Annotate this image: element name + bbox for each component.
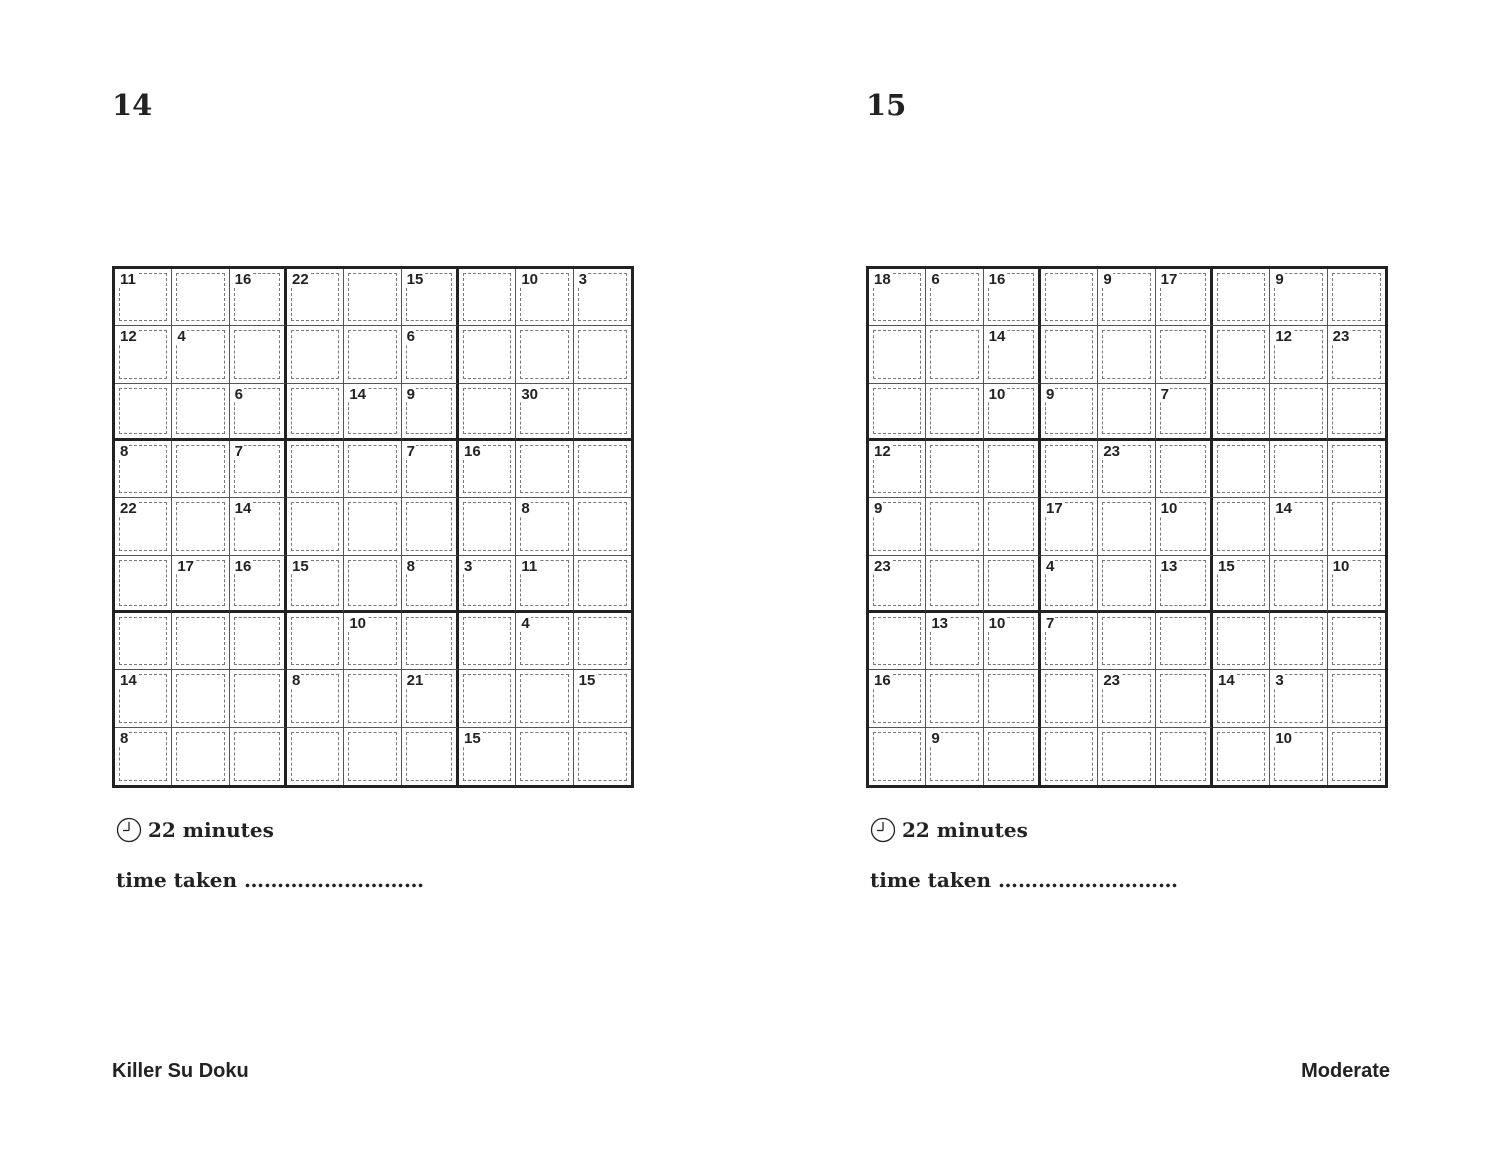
grid-cell[interactable] — [402, 498, 459, 555]
grid-cell[interactable] — [402, 326, 459, 383]
cage-sum-clue: 18 — [874, 271, 891, 288]
grid-cell[interactable] — [402, 556, 459, 613]
cage-sum-clue: 15 — [291, 557, 309, 575]
grid-cell[interactable] — [344, 498, 401, 555]
grid-cell[interactable] — [344, 728, 401, 785]
grid-cell[interactable] — [1270, 384, 1327, 441]
cage-sum-clue: 14 — [234, 500, 252, 518]
cage-sum-clue: 10 — [1275, 729, 1293, 747]
grid-cell[interactable] — [459, 498, 516, 555]
grid-cell[interactable] — [402, 613, 459, 670]
grid-cell[interactable] — [230, 613, 287, 670]
grid-cell[interactable] — [1098, 613, 1155, 670]
grid-cell[interactable] — [984, 498, 1041, 555]
grid-cell[interactable] — [984, 441, 1041, 498]
grid-cell[interactable] — [115, 326, 172, 383]
grid-cell[interactable] — [115, 384, 172, 441]
grid-cell[interactable] — [115, 670, 172, 727]
grid-cell[interactable] — [230, 326, 287, 383]
grid-cell[interactable] — [574, 269, 631, 326]
killer-sudoku-grid — [112, 266, 634, 788]
cage-sum-clue: 10 — [988, 385, 1006, 403]
grid-cell[interactable] — [869, 728, 926, 785]
cage-sum-clue: 15 — [463, 729, 481, 747]
grid-cell[interactable] — [459, 556, 516, 613]
grid-cell[interactable] — [869, 269, 926, 326]
grid-cell[interactable] — [926, 498, 983, 555]
cage-sum-clue: 9 — [1045, 385, 1055, 403]
grid-cell[interactable] — [574, 384, 631, 441]
grid-cell[interactable] — [984, 670, 1041, 727]
grid-cell[interactable] — [230, 670, 287, 727]
cage-sum-clue: 16 — [234, 557, 252, 575]
grid-cell[interactable] — [1270, 269, 1327, 326]
grid-cell[interactable] — [344, 269, 401, 326]
cage-sum-clue: 7 — [1045, 614, 1055, 632]
grid-cell[interactable] — [344, 613, 401, 670]
grid-cell[interactable] — [115, 498, 172, 555]
grid-cell[interactable] — [1041, 326, 1098, 383]
time-estimate-text: 22 minutes — [148, 818, 274, 842]
cage-sum-clue: 23 — [1332, 328, 1350, 346]
grid-cell[interactable] — [172, 441, 229, 498]
clock-icon — [870, 817, 896, 843]
grid-cell[interactable] — [1156, 441, 1213, 498]
grid-cell[interactable] — [1213, 556, 1270, 613]
grid-cell[interactable] — [1328, 498, 1385, 555]
time-estimate-text: 22 minutes — [902, 818, 1028, 842]
grid-cell[interactable] — [402, 728, 459, 785]
cage-sum-clue: 7 — [406, 442, 415, 460]
grid-cell[interactable] — [1328, 441, 1385, 498]
grid-cell[interactable] — [115, 441, 172, 498]
grid-cell[interactable] — [1328, 728, 1385, 785]
puzzle-number: 15 — [866, 88, 907, 122]
grid-cell[interactable] — [1156, 556, 1213, 613]
grid-cell[interactable] — [869, 498, 926, 555]
cage-sum-clue: 16 — [234, 271, 252, 288]
grid-cell[interactable] — [1213, 728, 1270, 785]
cage-sum-clue: 3 — [1275, 672, 1284, 690]
grid-cell[interactable] — [115, 613, 172, 670]
grid-cell[interactable] — [459, 384, 516, 441]
grid-cell[interactable] — [1270, 728, 1327, 785]
grid-cell[interactable] — [459, 670, 516, 727]
grid-cell[interactable] — [459, 728, 516, 785]
cage-sum-clue: 8 — [521, 500, 530, 518]
cage-sum-clue: 16 — [988, 271, 1006, 288]
grid-cell[interactable] — [574, 556, 631, 613]
grid-cell[interactable] — [869, 441, 926, 498]
time-estimate — [116, 817, 274, 843]
grid-cell[interactable] — [1098, 728, 1155, 785]
cage-sum-clue: 3 — [578, 271, 587, 288]
cage-sum-clue: 8 — [291, 672, 301, 690]
grid-cell[interactable] — [926, 613, 983, 670]
cage-sum-clue: 16 — [463, 442, 481, 460]
grid-cell[interactable] — [516, 613, 573, 670]
cage-sum-clue: 4 — [521, 614, 530, 632]
grid-cell[interactable] — [230, 556, 287, 613]
cage-sum-clue: 9 — [406, 385, 415, 403]
grid-cell[interactable] — [287, 728, 344, 785]
cage-sum-clue: 10 — [349, 614, 367, 632]
clock-icon — [116, 817, 142, 843]
cage-sum-clue: 6 — [931, 271, 940, 288]
cage-sum-clue: 30 — [521, 385, 539, 403]
time-estimate — [870, 817, 1028, 843]
cage-sum-clue: 12 — [1275, 328, 1293, 346]
grid-cell[interactable] — [172, 670, 229, 727]
grid-cell[interactable] — [984, 269, 1041, 326]
cage-sum-clue: 13 — [1160, 557, 1178, 575]
grid-cell[interactable] — [402, 670, 459, 727]
cage-sum-clue: 8 — [120, 729, 129, 747]
grid-cell[interactable] — [984, 728, 1041, 785]
grid-cell[interactable] — [230, 441, 287, 498]
grid-cell[interactable] — [1041, 613, 1098, 670]
grid-cell[interactable] — [1041, 498, 1098, 555]
grid-cell[interactable] — [230, 728, 287, 785]
time-taken[interactable]: time taken ……………………… — [870, 868, 1178, 892]
grid-cell[interactable] — [1156, 613, 1213, 670]
grid-cell[interactable] — [172, 728, 229, 785]
grid-cell[interactable] — [287, 670, 344, 727]
grid-cell[interactable] — [115, 556, 172, 613]
grid-cell[interactable] — [1041, 269, 1098, 326]
grid-cell[interactable] — [1041, 384, 1098, 441]
grid-cell[interactable] — [402, 384, 459, 441]
cage-sum-clue: 6 — [406, 328, 415, 346]
grid-cell[interactable] — [1328, 384, 1385, 441]
cage-sum-clue: 16 — [874, 672, 891, 690]
cage-sum-clue: 15 — [1217, 557, 1235, 575]
grid-cell[interactable] — [459, 441, 516, 498]
grid-cell[interactable] — [115, 269, 172, 326]
grid-cell[interactable] — [926, 326, 983, 383]
grid-cell[interactable] — [1098, 269, 1155, 326]
puzzle-number: 14 — [112, 88, 153, 122]
grid-cell[interactable] — [1270, 498, 1327, 555]
grid-cell[interactable] — [1156, 269, 1213, 326]
grid-cell[interactable] — [516, 556, 573, 613]
grid-cell[interactable] — [1213, 498, 1270, 555]
grid-cell[interactable] — [1098, 441, 1155, 498]
grid-cell[interactable] — [459, 613, 516, 670]
grid-cell[interactable] — [516, 441, 573, 498]
cage-sum-clue: 15 — [406, 271, 424, 288]
grid-cell[interactable] — [516, 269, 573, 326]
grid-cell[interactable] — [1270, 441, 1327, 498]
grid-cell[interactable] — [402, 269, 459, 326]
grid-cell[interactable] — [1156, 728, 1213, 785]
cage-sum-clue: 15 — [578, 672, 596, 690]
grid-cell[interactable] — [869, 670, 926, 727]
grid-cell[interactable] — [1270, 556, 1327, 613]
cage-sum-clue: 10 — [1160, 500, 1178, 518]
grid-cell[interactable] — [926, 269, 983, 326]
grid-cell[interactable] — [869, 326, 926, 383]
cage-sum-clue: 14 — [349, 385, 367, 403]
cage-sum-clue: 3 — [463, 557, 473, 575]
grid-cell[interactable] — [1213, 326, 1270, 383]
cage-sum-clue: 6 — [234, 385, 243, 403]
puzzle-14 — [112, 0, 672, 900]
grid-cell[interactable] — [516, 498, 573, 555]
grid-cell[interactable] — [869, 613, 926, 670]
cage-sum-clue: 7 — [1160, 385, 1169, 403]
cage-sum-clue: 14 — [988, 328, 1006, 346]
killer-sudoku-grid — [866, 266, 1388, 788]
grid-cell[interactable] — [287, 556, 344, 613]
cage-sum-clue: 8 — [120, 442, 129, 460]
grid-cell[interactable] — [1328, 326, 1385, 383]
grid-cell[interactable] — [172, 269, 229, 326]
grid-cell[interactable] — [574, 441, 631, 498]
grid-cell[interactable] — [287, 441, 344, 498]
grid-cell[interactable] — [230, 498, 287, 555]
cage-sum-clue: 17 — [177, 557, 195, 575]
grid-cell[interactable] — [344, 441, 401, 498]
grid-cell[interactable] — [1041, 670, 1098, 727]
cage-sum-clue: 9 — [1103, 271, 1112, 288]
grid-cell[interactable] — [1328, 613, 1385, 670]
cage-sum-clue: 23 — [1103, 672, 1121, 690]
grid-cell[interactable] — [287, 326, 344, 383]
grid-cell[interactable] — [984, 613, 1041, 670]
grid-cell[interactable] — [459, 326, 516, 383]
grid-cell[interactable] — [574, 613, 631, 670]
cage-sum-clue: 13 — [931, 614, 949, 632]
cage-sum-clue: 11 — [120, 271, 136, 288]
grid-cell[interactable] — [172, 498, 229, 555]
grid-cell[interactable] — [1098, 384, 1155, 441]
grid-cell[interactable] — [1213, 441, 1270, 498]
cage-sum-clue: 10 — [521, 271, 539, 288]
time-taken[interactable]: time taken ……………………… — [116, 868, 424, 892]
cage-sum-clue: 12 — [120, 328, 137, 346]
grid-cell[interactable] — [869, 556, 926, 613]
grid-cell[interactable] — [1328, 269, 1385, 326]
grid-cell[interactable] — [1156, 498, 1213, 555]
puzzle-15 — [866, 0, 1426, 900]
cage-sum-clue: 10 — [988, 614, 1006, 632]
grid-cell[interactable] — [984, 384, 1041, 441]
cage-sum-clue: 17 — [1160, 271, 1178, 288]
cage-sum-clue: 14 — [120, 672, 137, 690]
grid-cell[interactable] — [926, 670, 983, 727]
grid-cell[interactable] — [516, 670, 573, 727]
cage-sum-clue: 12 — [874, 442, 891, 460]
grid-cell[interactable] — [1156, 670, 1213, 727]
cage-sum-clue: 11 — [521, 557, 538, 575]
grid-cell[interactable] — [1270, 326, 1327, 383]
cage-sum-clue: 23 — [1103, 442, 1121, 460]
grid-cell[interactable] — [574, 326, 631, 383]
grid-cell[interactable] — [287, 384, 344, 441]
grid-cell[interactable] — [1270, 670, 1327, 727]
grid-cell[interactable] — [172, 384, 229, 441]
grid-cell[interactable] — [516, 384, 573, 441]
grid-cell[interactable] — [1328, 556, 1385, 613]
cage-sum-clue: 23 — [874, 557, 891, 575]
cage-sum-clue: 7 — [234, 442, 243, 460]
grid-cell[interactable] — [172, 613, 229, 670]
grid-cell[interactable] — [516, 728, 573, 785]
grid-cell[interactable] — [1213, 269, 1270, 326]
grid-cell[interactable] — [1213, 384, 1270, 441]
grid-cell[interactable] — [287, 613, 344, 670]
grid-cell[interactable] — [574, 728, 631, 785]
grid-cell[interactable] — [926, 728, 983, 785]
grid-cell[interactable] — [1098, 670, 1155, 727]
grid-cell[interactable] — [230, 384, 287, 441]
grid-cell[interactable] — [172, 326, 229, 383]
grid-cell[interactable] — [344, 384, 401, 441]
cage-sum-clue: 4 — [177, 328, 186, 346]
cage-sum-clue: 14 — [1275, 500, 1293, 518]
grid-cell[interactable] — [459, 269, 516, 326]
grid-cell[interactable] — [1041, 556, 1098, 613]
grid-cell[interactable] — [984, 556, 1041, 613]
grid-cell[interactable] — [344, 556, 401, 613]
footer-difficulty: Moderate — [1301, 1060, 1390, 1082]
cage-sum-clue: 17 — [1045, 500, 1063, 518]
grid-cell[interactable] — [869, 384, 926, 441]
grid-cell[interactable] — [1041, 728, 1098, 785]
grid-cell[interactable] — [1328, 670, 1385, 727]
cage-sum-clue: 10 — [1332, 557, 1350, 575]
grid-cell[interactable] — [1098, 326, 1155, 383]
grid-cell[interactable] — [926, 556, 983, 613]
grid-cell[interactable] — [1156, 326, 1213, 383]
grid-cell[interactable] — [516, 326, 573, 383]
grid-cell[interactable] — [402, 441, 459, 498]
grid-cell[interactable] — [1098, 556, 1155, 613]
cage-sum-clue: 4 — [1045, 557, 1055, 575]
grid-cell[interactable] — [344, 326, 401, 383]
grid-cell[interactable] — [1041, 441, 1098, 498]
grid-cell[interactable] — [344, 670, 401, 727]
cage-sum-clue: 22 — [291, 271, 309, 288]
grid-cell[interactable] — [287, 498, 344, 555]
grid-cell[interactable] — [1213, 670, 1270, 727]
cage-sum-clue: 9 — [1275, 271, 1284, 288]
cage-sum-clue: 14 — [1217, 672, 1235, 690]
grid-cell[interactable] — [1098, 498, 1155, 555]
cage-sum-clue: 9 — [874, 500, 883, 518]
grid-cell[interactable] — [1156, 384, 1213, 441]
cage-sum-clue: 22 — [120, 500, 137, 518]
grid-cell[interactable] — [230, 269, 287, 326]
grid-cell[interactable] — [1270, 613, 1327, 670]
grid-cell[interactable] — [984, 326, 1041, 383]
grid-cell[interactable] — [115, 728, 172, 785]
cage-sum-clue: 21 — [406, 672, 424, 690]
grid-cell[interactable] — [574, 498, 631, 555]
grid-cell[interactable] — [574, 670, 631, 727]
grid-cell[interactable] — [287, 269, 344, 326]
grid-cell[interactable] — [172, 556, 229, 613]
grid-cell[interactable] — [926, 441, 983, 498]
grid-cell[interactable] — [926, 384, 983, 441]
cage-sum-clue: 8 — [406, 557, 415, 575]
cage-sum-clue: 9 — [931, 729, 940, 747]
footer-book-title: Killer Su Doku — [112, 1060, 249, 1082]
grid-cell[interactable] — [1213, 613, 1270, 670]
